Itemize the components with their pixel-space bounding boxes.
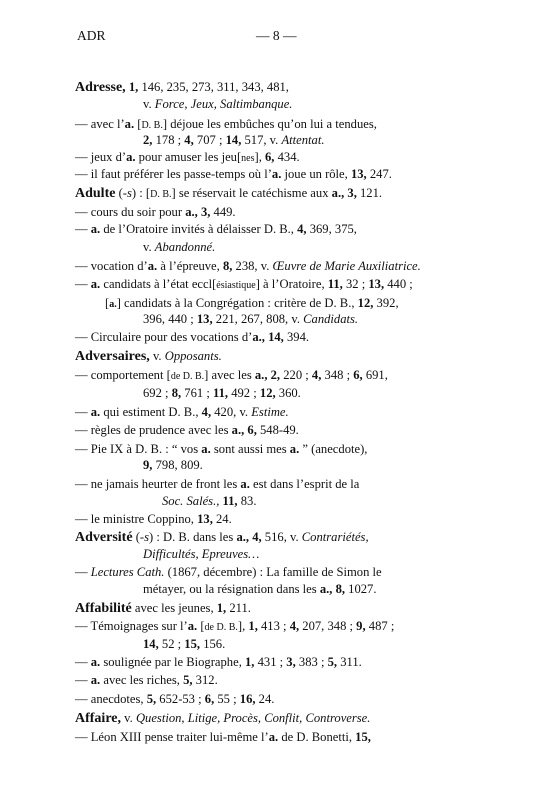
line-text: — règles de prudence avec les [75,423,232,437]
line-text: Force, Jeux, Saltimbanque. [154,97,293,111]
index-line [75,730,371,745]
index-line [75,80,289,95]
line-text: 11, [327,277,343,291]
line-text: 692 ; [143,386,172,400]
index-line [143,133,325,148]
line-text: 369, 375, [306,222,357,236]
line-text: [ [134,117,142,131]
line-text: — Pie IX à D. B. : “ vos [75,442,202,456]
line-text: 8, [222,259,233,273]
running-head: ADR [77,28,106,43]
line-text: — il faut préférer les passe-temps où l’ [75,167,272,181]
line-text: 238, v. [232,259,273,273]
index-line [75,442,367,457]
index-line [75,530,369,545]
line-text: ] candidats à la Congrégation : critère de D. B., [116,296,358,310]
line-text: 6, [265,150,275,164]
line-text: 798, 809. [152,458,203,472]
line-text: de D. B. [170,371,205,382]
line-text: 1, [248,619,258,633]
line-text: a. [126,150,136,164]
line-text: 516, v. [261,530,302,544]
line-text: 492 ; [228,386,260,400]
line-text: 83. [237,494,257,508]
line-text: est dans l’esprit de la [249,477,360,491]
index-line [75,330,309,345]
line-text: 52 ; [158,637,185,651]
line-text: a. [90,673,101,687]
line-text: — comportement [ [75,368,171,382]
line-text: 4, [201,405,212,419]
line-text: -s [122,186,132,200]
line-text: ] à l’Oratoire, [255,277,328,291]
line-text: 413 ; [257,619,290,633]
line-text: Affabilité [75,601,132,616]
line-text: Soc. Salés., [162,494,220,508]
line-text: 13, [350,167,367,181]
line-text: 6, [204,692,215,706]
line-text: 1027. [345,582,377,596]
index-line [75,117,377,133]
line-text: Question, Litige, Procès, Conflit, Controverse. [135,711,371,725]
line-text: de D. Bonetti, [278,730,356,744]
line-text: 9, [143,458,153,472]
line-text: avec les riches, [100,673,184,687]
index-line [75,673,218,688]
line-text: 4, [297,222,307,236]
line-text: 15, [184,637,201,651]
line-text: — [75,565,91,579]
line-text: — [75,222,91,236]
line-text: Candidats. [303,312,359,326]
index-line [75,277,413,293]
line-text: — le ministre Coppino, [75,512,198,526]
line-text: Difficultés, Epreuves… [143,547,260,561]
line-text: a., [236,530,250,544]
line-text: à l’épreuve, [157,259,223,273]
line-text: a. [124,117,135,131]
line-text: 420, v. [211,405,252,419]
line-text: métayer, ou la résignation dans les [143,582,320,596]
line-text: 247. [366,167,392,181]
line-text: 24. [212,512,232,526]
line-text: Affaire, [75,711,121,726]
line-text: 652-53 ; [156,692,205,706]
line-text: 16, [239,692,256,706]
index-line [75,692,274,707]
index-line [162,494,256,509]
line-text: ) : D. B. dans les [149,530,237,544]
line-text: avec les jeunes, [131,601,217,615]
line-text: (1867, décembre) : La famille de Simon le [164,565,382,579]
line-text: — Témoignages sur l’ [75,619,188,633]
index-line [75,655,362,670]
line-text: 3, [347,186,357,200]
line-text: Adulte [75,186,116,201]
line-text: ] déjoue les embûches qu’on lui a tendues, [162,117,377,131]
line-text: a., [185,205,198,219]
line-text: 434. [274,150,300,164]
line-text: ésiastique [216,280,256,291]
line-text: ” (anecdote), [299,442,368,456]
line-text: — [75,655,91,669]
line-text: — [75,673,91,687]
line-text: a. [289,442,300,456]
line-text: — jeux d’ [75,150,127,164]
line-text: 13, [196,312,213,326]
index-line [75,222,357,237]
line-text: — Léon XIII pense traiter lui-même l’ [75,730,269,744]
line-text: — vocation d’ [75,259,148,273]
line-text: 11, [212,386,229,400]
line-text: v. [143,240,155,254]
line-text: 4, [184,133,194,147]
line-text: 707 ; [193,133,226,147]
line-text: joue un rôle, [281,167,351,181]
index-line [143,458,203,473]
index-line [75,205,236,220]
index-line [143,97,292,112]
index-line [75,423,299,438]
line-text: 32 ; [342,277,369,291]
line-text: — avec l’ [75,117,125,131]
line-text: ) : [ [131,186,151,200]
line-text: 8, [171,386,182,400]
line-text: — ne jamais heurter de front les [75,477,241,491]
line-text: 15, [355,730,371,744]
line-text: a. [201,442,211,456]
index-line [143,547,259,562]
line-text: candidats à l’état eccl[ [100,277,217,291]
index-line [75,405,289,420]
line-text: a. [90,405,101,419]
line-text: a. [147,259,158,273]
line-text: a. [268,730,279,744]
line-text: 8, [335,582,346,596]
line-text: Opposants. [164,349,222,363]
line-text: de D. B. [204,622,238,633]
line-text: 9, [356,619,366,633]
line-text: 392, [373,296,399,310]
line-text: v. [149,349,165,363]
line-text: — [75,405,91,419]
line-text: 360. [275,386,301,400]
line-text: Adversaires, [75,349,150,364]
line-text: 1, [216,601,227,615]
line-text: 4, [289,619,300,633]
line-text: ( [132,530,140,544]
line-text: v. [143,97,155,111]
line-text: D. B. [150,189,172,200]
line-text: 220 ; [280,368,312,382]
index-line [75,259,421,274]
line-text: 24. [255,692,275,706]
line-text: Attentat. [281,133,325,147]
index-line [75,349,222,364]
index-line [105,296,399,312]
line-text: nes [241,153,255,164]
line-text: 312. [192,673,218,687]
line-text: 348 ; [321,368,354,382]
line-text: a. [187,619,198,633]
line-text: 449. [210,205,236,219]
index-line [75,477,359,492]
line-text: 487 ; [365,619,395,633]
line-text: 1, [128,80,139,94]
line-text: 14, [268,330,284,344]
line-text: Adresse, [75,80,126,95]
line-text: 146, 235, 273, 311, 343, 481, [138,80,289,94]
index-line [143,240,215,255]
line-text: 11, [222,494,238,508]
line-text: 156. [200,637,226,651]
page-number: — 8 — [256,28,297,43]
line-text: v. [121,711,136,725]
line-text: ], [237,619,249,633]
index-line [75,150,300,166]
line-text: 548-49. [256,423,299,437]
line-text: Adversité [75,530,133,545]
line-text: — [75,277,91,291]
line-text: de l’Oratoire invités à délaisser D. B., [100,222,298,236]
line-text: sont aussi mes [210,442,290,456]
index-line [75,186,382,202]
line-text: 12, [357,296,374,310]
line-text: 4, [311,368,322,382]
line-text: — anecdotes, [75,692,147,706]
line-text: soulignée par le Biographe, [100,655,245,669]
line-text: 517, v. [241,133,282,147]
line-text: 761 ; [181,386,213,400]
line-text: 13, [197,512,213,526]
index-line [143,386,301,401]
line-text: qui estiment D. B., [100,405,202,419]
line-text: a., [254,368,268,382]
line-text: 383 ; [295,655,328,669]
line-text: — Circulaire pour des vocations d’ [75,330,253,344]
line-text: 121. [356,186,383,200]
index-line [143,637,225,652]
line-text: 396, 440 ; [143,312,197,326]
line-text: a. [240,477,250,491]
line-text: a. [271,167,282,181]
line-text: 3, [200,205,211,219]
line-text: 6, [353,368,363,382]
line-text: 5, [183,673,193,687]
line-text: ] se réservait le catéchisme aux [171,186,332,200]
line-text: a. [90,222,101,236]
line-text: Lectures Cath. [90,565,165,579]
line-text: a., [319,582,333,596]
line-text: a. [90,277,101,291]
index-line [75,512,232,527]
index-line [75,711,370,726]
line-text: 431 ; [254,655,287,669]
line-text: 5, [327,655,338,669]
index-line [75,565,382,580]
index-line [143,582,377,597]
line-text: a. [109,299,117,310]
line-text: 221, 267, 808, v. [212,312,304,326]
line-text: Abandonné. [154,240,216,254]
line-text: 5, [146,692,157,706]
line-text: 178 ; [152,133,185,147]
line-text: pour amuser les jeu[ [135,150,242,164]
line-text: 691, [362,368,388,382]
line-text: 2, [270,368,281,382]
index-line [75,167,392,182]
line-text: 440 ; [384,277,413,291]
line-text: 14, [225,133,242,147]
line-text: a., [231,423,245,437]
line-text: [ [105,296,110,310]
line-text: 14, [143,637,159,651]
line-text: [ [197,619,205,633]
line-text: ( [115,186,123,200]
line-text: 2, [143,133,153,147]
line-text: 3, [286,655,296,669]
line-text: — cours du soir pour [75,205,186,219]
line-text: 55 ; [214,692,240,706]
line-text: 4, [252,530,262,544]
line-text: D. B. [141,120,163,131]
line-text: 311. [337,655,362,669]
line-text: a., [252,330,265,344]
line-text: 13, [368,277,385,291]
index-line [75,619,394,635]
index-line [75,368,388,384]
line-text: 394. [283,330,310,344]
index-line [75,601,251,616]
line-text: ], [254,150,265,164]
line-text: a., [331,186,345,200]
line-text: 211. [226,601,251,615]
line-text: Œuvre de Marie Auxiliatrice. [272,259,421,273]
line-text: -s [139,530,149,544]
line-text: ] avec les [204,368,255,382]
line-text: 1, [245,655,255,669]
line-text: 207, 348 ; [299,619,357,633]
line-text: Estime. [251,405,289,419]
line-text: 12, [259,386,276,400]
line-text: Contrariétés, [301,530,369,544]
line-text: a. [90,655,101,669]
line-text: 6, [247,423,257,437]
index-line [143,312,358,327]
